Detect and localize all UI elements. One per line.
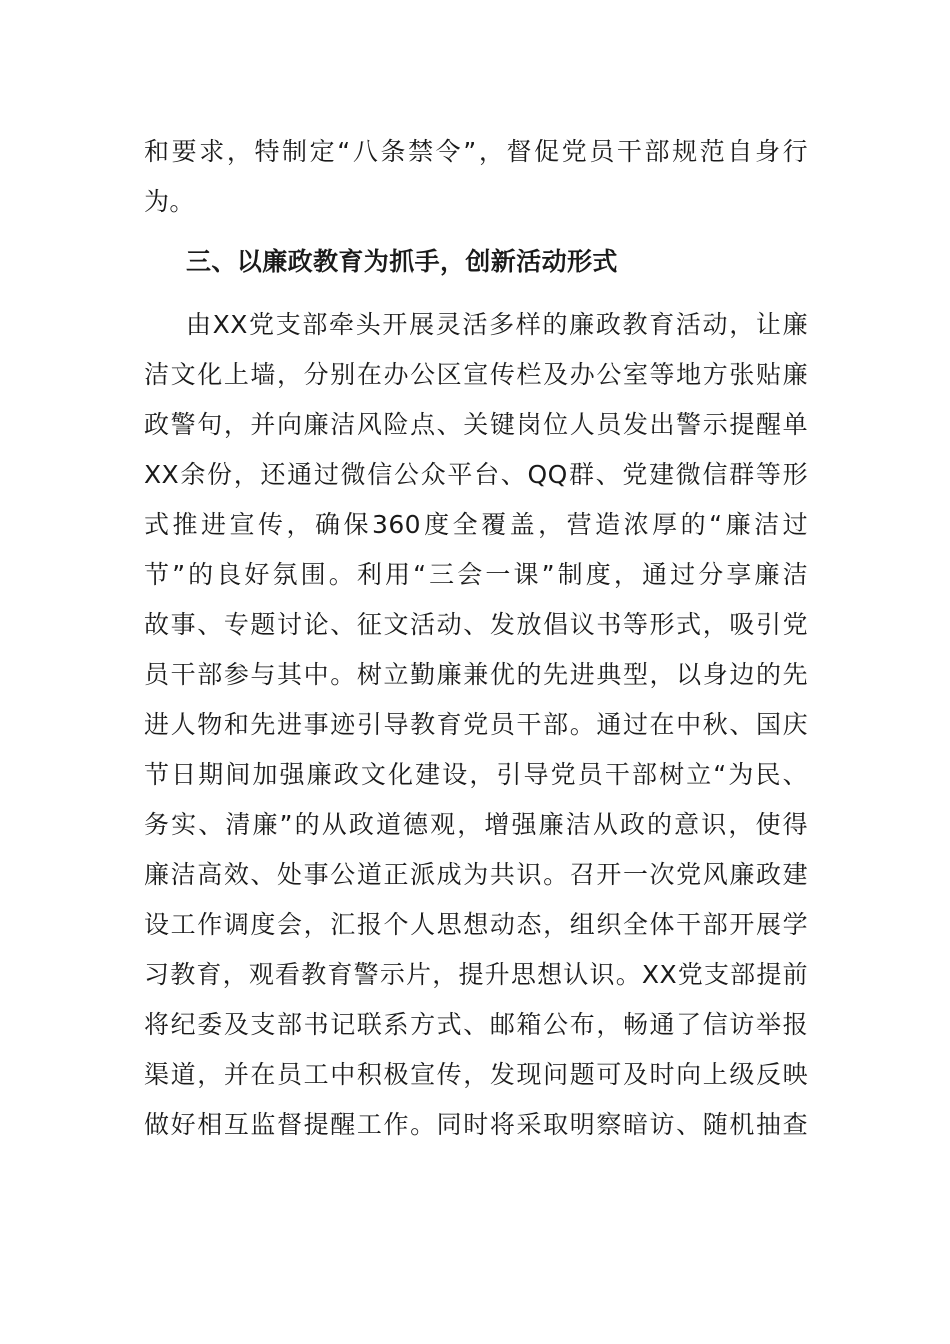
text-line: XX余份，还通过微信公众平台、QQ群、党建微信群等形 <box>144 460 808 489</box>
text-line: 和要求，特制定“八条禁令”，督促党员干部规范自身行 <box>144 137 808 166</box>
text-line: 将纪委及支部书记联系方式、邮箱公布，畅通了信访举报 <box>144 1010 808 1039</box>
text-line: 政警句，并向廉洁风险点、关键岗位人员发出警示提醒单 <box>144 410 808 439</box>
body-paragraph <box>144 300 808 1150</box>
text-line: 习教育，观看教育警示片，提升思想认识。XX党支部提前 <box>144 960 808 989</box>
continuation-paragraph <box>144 127 808 227</box>
section-heading: 三、以廉政教育为抓手，创新活动形式 <box>186 247 618 276</box>
text-line: 设工作调度会，汇报个人思想动态，组织全体干部开展学 <box>144 910 808 939</box>
text-line: 渠道，并在员工中积极宣传，发现问题可及时向上级反映 <box>144 1060 808 1089</box>
text-line: 节日期间加强廉政文化建设，引导党员干部树立“为民、 <box>144 760 808 789</box>
text-line: 务实、清廉”的从政道德观，增强廉洁从政的意识，使得 <box>144 810 808 839</box>
text-line: 廉洁高效、处事公道正派成为共识。召开一次党风廉政建 <box>144 860 808 889</box>
text-line: 节”的良好氛围。利用“三会一课”制度，通过分享廉洁 <box>144 560 808 589</box>
text-line: 员干部参与其中。树立勤廉兼优的先进典型，以身边的先 <box>144 660 808 689</box>
text-line: 洁文化上墙，分别在办公区宣传栏及办公室等地方张贴廉 <box>144 360 808 389</box>
text-line: 做好相互监督提醒工作。同时将采取明察暗访、随机抽查 <box>144 1110 808 1139</box>
text-line: 为。 <box>144 187 195 216</box>
text-line: 故事、专题讨论、征文活动、发放倡议书等形式，吸引党 <box>144 610 808 639</box>
text-line: 进人物和先进事迹引导教育党员干部。通过在中秋、国庆 <box>144 710 808 739</box>
text-line: 式推进宣传，确保360度全覆盖，营造浓厚的“廉洁过 <box>144 510 808 539</box>
text-line: 由XX党支部牵头开展灵活多样的廉政教育活动，让廉 <box>186 310 808 339</box>
